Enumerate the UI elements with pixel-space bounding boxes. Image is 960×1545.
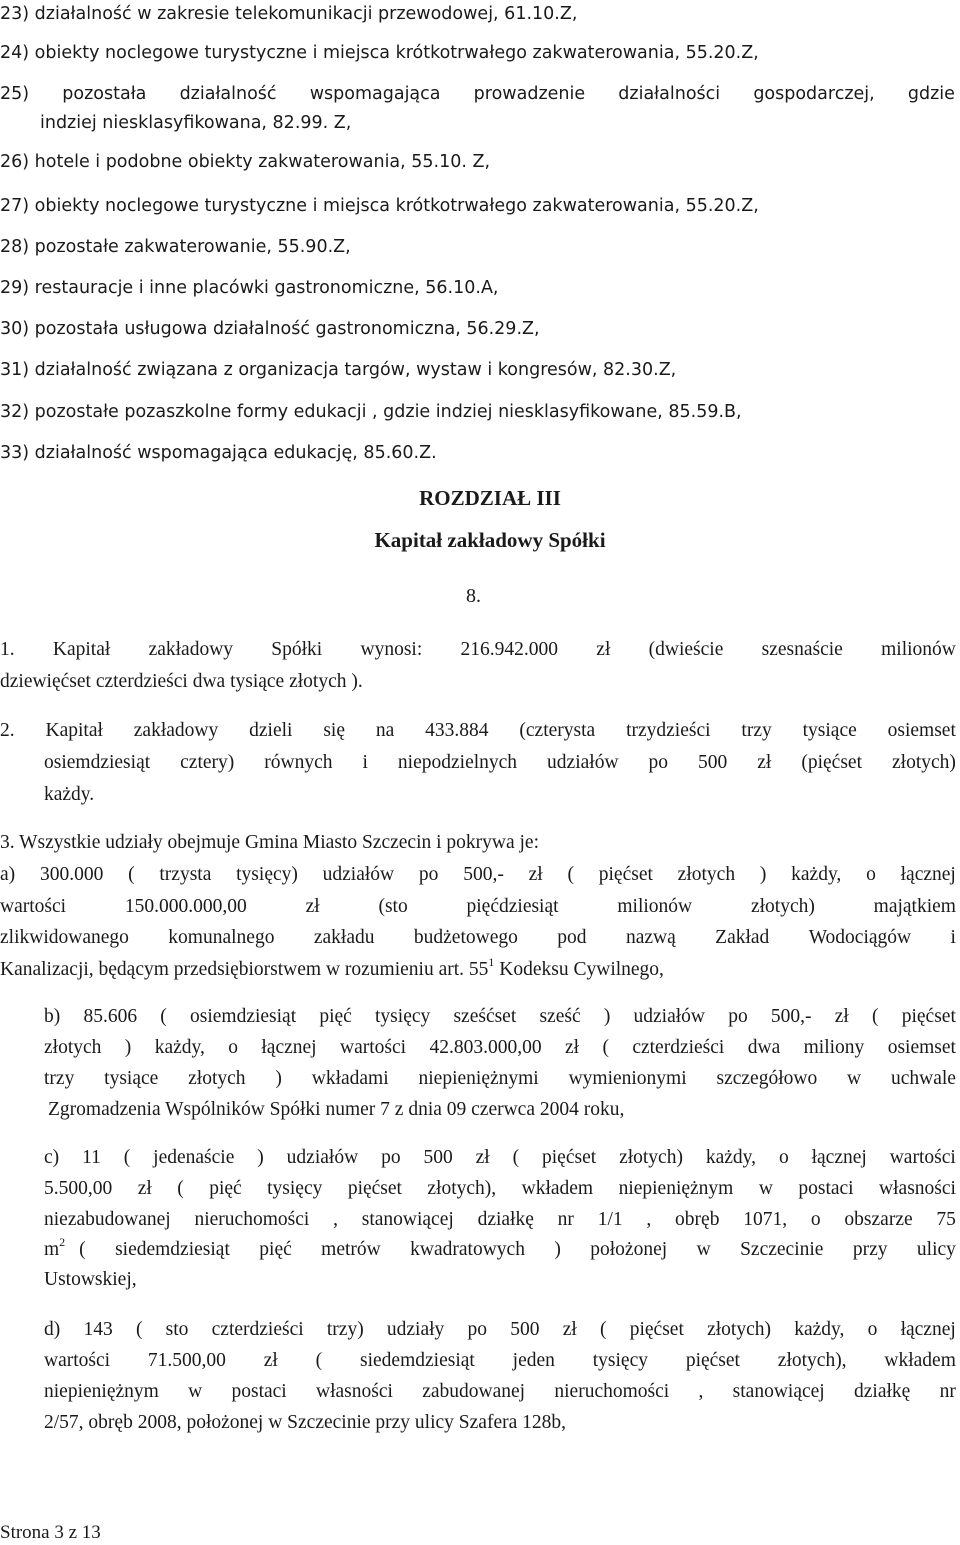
word: pozostała (62, 84, 147, 104)
word: trzysta (159, 864, 212, 885)
item-b-line3 (44, 1067, 956, 1091)
list-item-23: 23) działalność w zakresie telekomunikacji przewodowej, 61.10.Z, (0, 4, 578, 24)
word: pięćset (685, 1350, 740, 1371)
word: osiemset (887, 720, 956, 741)
word: w (696, 1239, 711, 1260)
word: udziałów (322, 864, 395, 885)
word: majątkiem (873, 896, 956, 917)
word: działalności (618, 84, 721, 104)
word: pięćset (598, 864, 653, 885)
word: się (323, 720, 345, 741)
section-number: 8. (466, 585, 481, 607)
word: tysięcy (592, 1350, 648, 1371)
word: złotych (677, 864, 736, 885)
word: wartości (340, 1037, 407, 1058)
paragraph-1-line1 (0, 638, 956, 662)
word: niepieniężnym (618, 1178, 734, 1199)
word: (czterysta (519, 720, 596, 741)
word: łącznej (900, 1319, 956, 1340)
item-a-line2 (0, 895, 956, 919)
word: wkładami (311, 1068, 389, 1089)
word: ( (160, 1006, 167, 1027)
word: 85.606 (83, 1006, 138, 1027)
word: udziałów (286, 1147, 359, 1168)
word: 500,- (770, 1006, 812, 1027)
word: Kapitał (45, 720, 103, 741)
word: 42.803.000,00 (429, 1037, 542, 1058)
word: 1071, (743, 1209, 788, 1230)
word: udziałów (633, 1006, 706, 1027)
word: zł (528, 864, 543, 885)
word: wspomagająca (309, 84, 441, 104)
item-a-line4-text-end: Kodeksu Cywilnego, (494, 959, 664, 980)
word: trzy (741, 720, 772, 741)
word: nazwą (625, 927, 676, 948)
item-b-line1 (44, 1005, 956, 1029)
word: zabudowanej (422, 1381, 526, 1402)
word: obręb (675, 1209, 720, 1230)
word: sześć (539, 1006, 581, 1027)
word: zł (562, 1319, 577, 1340)
word: budżetowego (413, 927, 518, 948)
word: ) (275, 1068, 282, 1089)
word: zł (564, 1037, 580, 1058)
chapter-subtitle: Kapitał zakładowy Spółki (374, 528, 606, 552)
word: pięćset (347, 1178, 402, 1199)
word: na (375, 720, 395, 741)
word: złotych) (619, 1147, 683, 1168)
word: 75 (936, 1209, 956, 1230)
word: gospodarczej, (753, 84, 875, 104)
word: (dwieście (648, 639, 724, 660)
word: zł (596, 639, 611, 660)
item-c-line2 (44, 1177, 956, 1201)
word: sześćset (453, 1006, 517, 1027)
list-item-28: 28) pozostałe zakwaterowanie, 55.90.Z, (0, 237, 351, 257)
word: jedenaście (153, 1147, 235, 1168)
word: milionów (617, 896, 693, 917)
list-item-29: 29) restauracje i inne placówki gastronomiczne, 56.10.A, (0, 278, 499, 298)
word: zł (305, 896, 320, 917)
word: ( (872, 1006, 879, 1027)
word: stanowiącej (732, 1381, 825, 1402)
word: zł (475, 1147, 490, 1168)
word: pięć (209, 1178, 242, 1199)
word: ( (128, 864, 135, 885)
list-item-26: 26) hotele i podobne obiekty zakwaterowania, 55.10. Z, (0, 152, 491, 172)
word: 2. (0, 720, 15, 741)
paragraph-2-line2 (44, 751, 956, 775)
word: komunalnego (168, 927, 275, 948)
word: łącznej (900, 864, 956, 885)
word: pod (557, 927, 587, 948)
word: ( (315, 1350, 323, 1371)
word: ( (567, 864, 574, 885)
word: trzydzieści (626, 720, 711, 741)
item-d-line2 (44, 1349, 956, 1373)
word: tysięcy (267, 1178, 323, 1199)
word: wartości (0, 896, 67, 917)
list-item-30: 30) pozostała usługowa działalność gastronomiczna, 56.29.Z, (0, 319, 540, 339)
word: 150.000.000,00 (124, 896, 247, 917)
word: ( (79, 1239, 86, 1260)
word: po (381, 1147, 401, 1168)
word: łącznej (811, 1147, 867, 1168)
item-d-line3 (44, 1380, 956, 1404)
word: równych (264, 752, 333, 773)
word: każdy, (154, 1037, 205, 1058)
word: każdy, (794, 1319, 845, 1340)
word: (sto (378, 896, 408, 917)
item-a-line3 (0, 926, 956, 950)
word: kwadratowych (410, 1239, 525, 1260)
word: niepodzielnych (397, 752, 518, 773)
word: pięćset (901, 1006, 956, 1027)
word: siedemdziesiąt (115, 1239, 230, 1260)
word: , (698, 1381, 704, 1402)
word: zł (757, 752, 772, 773)
word: Spółki (271, 639, 323, 660)
word: osiemset (887, 1037, 956, 1058)
word: pięćset (629, 1319, 684, 1340)
word: ( (600, 1319, 607, 1340)
unit-m: m (44, 1239, 60, 1260)
word: w (847, 1068, 862, 1089)
word: 1/1 (597, 1209, 623, 1230)
item-d-line4: 2/57, obręb 2008, położonej w Szczecinie przy ulicy Szafera 128b, (44, 1412, 566, 1433)
word: Kapitał (52, 639, 111, 660)
word: działkę (854, 1381, 911, 1402)
item-c-line3 (44, 1208, 956, 1232)
word: niepieniężnym (44, 1381, 159, 1402)
item-c-line4 (44, 1235, 956, 1262)
list-item-25-line2: indziej niesklasyfikowana, 82.99. Z, (40, 113, 352, 133)
word: c) (44, 1147, 60, 1168)
word: trzy) (326, 1319, 364, 1340)
word: po (728, 1006, 748, 1027)
word: złotych) (707, 1319, 771, 1340)
word: ( (135, 1319, 143, 1340)
word: szesnaście (761, 639, 843, 660)
word: przy (852, 1239, 888, 1260)
word: stanowiącej (361, 1209, 454, 1230)
word: ) (124, 1037, 132, 1058)
word: o (778, 1147, 789, 1168)
word: osiemdziesiąt (44, 752, 151, 773)
list-item-27: 27) obiekty noclegowe turystyczne i miejsca krótkotrwałego zakwaterowania, 55.20.Z, (0, 196, 759, 216)
word: osiemdziesiąt (189, 1006, 297, 1027)
word: o (228, 1037, 238, 1058)
word: , (646, 1209, 652, 1230)
word: nr (557, 1209, 574, 1230)
word: działalność (179, 84, 277, 104)
word: niepieniężnymi (418, 1068, 539, 1089)
word: ) (554, 1239, 561, 1260)
word: wymienionymi (568, 1068, 687, 1089)
word: tysiące (104, 1068, 159, 1089)
word: 143 (83, 1319, 113, 1340)
word: o (866, 864, 876, 885)
word: ( (602, 1037, 609, 1058)
word: 500,- (463, 864, 504, 885)
list-item-31: 31) działalność związana z organizacja targów, wystaw i kongresów, 82.30.Z, (0, 360, 677, 380)
superscript: 1 (488, 955, 495, 969)
word: tysięcy) (236, 864, 298, 885)
word: po (467, 1319, 488, 1340)
word: łącznej (261, 1037, 317, 1058)
word: złotych (44, 1037, 102, 1058)
word: i (950, 927, 956, 948)
word: 1. (0, 639, 15, 660)
list-item-25-line1 (0, 82, 955, 106)
word: zł (263, 1350, 278, 1371)
word: w (188, 1381, 203, 1402)
word: 5.500,00 (44, 1178, 113, 1199)
word: ulicy (916, 1239, 956, 1260)
word: milionów (881, 639, 956, 660)
word: czterdzieści (632, 1037, 725, 1058)
word: złotych), (427, 1178, 497, 1199)
word: złotych) (750, 896, 815, 917)
word: siedemdziesiąt (360, 1350, 475, 1371)
word: jeden (512, 1350, 555, 1371)
word: miliony (803, 1037, 865, 1058)
word: Zakład (715, 927, 770, 948)
word: o (867, 1319, 878, 1340)
word: każdy, (791, 864, 842, 885)
word: , (333, 1209, 338, 1230)
word: dzieli (249, 720, 293, 741)
word: nieruchomości (554, 1381, 670, 1402)
item-a-line1 (0, 863, 956, 887)
word: pięćset (542, 1147, 597, 1168)
word: dwa (747, 1037, 781, 1058)
word: postaci (231, 1381, 287, 1402)
item-a-line4 (0, 955, 664, 982)
word: własności (879, 1178, 956, 1199)
list-item-33: 33) działalność wspomagająca edukację, 85.60.Z. (0, 443, 437, 463)
word: zł (137, 1178, 152, 1199)
word: udziałów (547, 752, 619, 773)
word: zakładowy (148, 639, 234, 660)
word: wartości (44, 1350, 111, 1371)
word: własności (316, 1381, 393, 1402)
word: 500 (423, 1147, 453, 1168)
word: pięć (259, 1239, 292, 1260)
word: wkładem (884, 1350, 956, 1371)
paragraph-1-line2: dziewięćset czterdzieści dwa tysiące złotych ). (0, 671, 363, 692)
word: 11 (82, 1147, 101, 1168)
word: ) (759, 864, 767, 885)
word: cztery) (180, 752, 235, 773)
word: zł (834, 1006, 849, 1027)
superscript: 2 (59, 1235, 66, 1249)
word: szczegółowo (716, 1068, 818, 1089)
paragraph-2-line1 (0, 719, 956, 743)
word: 300.000 (39, 864, 104, 885)
word: każdy, (705, 1147, 757, 1168)
item-a-line4-text: Kanalizacji, będącym przedsiębiorstwem w rozumieniu art. 55 (0, 959, 489, 980)
chapter-title: ROZDZIAŁ III (419, 486, 561, 510)
word: b) (44, 1006, 61, 1027)
word: a) (0, 864, 16, 885)
word: sto (165, 1319, 189, 1340)
word: ( (123, 1147, 131, 1168)
item-d-line1 (44, 1318, 956, 1342)
word: prowadzenie (473, 84, 586, 104)
word: 71.500,00 (147, 1350, 226, 1371)
word: w (758, 1178, 773, 1199)
word: 25) (0, 84, 30, 104)
word: 500 (510, 1319, 540, 1340)
word: czterdzieści (211, 1319, 304, 1340)
word: Wodociągów (808, 927, 912, 948)
item-b-line4: Zgromadzenia Wspólników Spółki numer 7 z dnia 09 czerwca 2004 roku, (48, 1099, 625, 1120)
word: wartości (889, 1147, 956, 1168)
word: uchwale (890, 1068, 956, 1089)
word: ( (177, 1178, 184, 1199)
paragraph-2-line3: każdy. (44, 784, 95, 805)
word: 500 (698, 752, 728, 773)
item-c-line4-m (44, 1235, 66, 1262)
word: Szczecinie (740, 1239, 824, 1260)
word: 216.942.000 (460, 639, 559, 660)
word: złotych) (892, 752, 956, 773)
word: zakładu (313, 927, 375, 948)
word: złotych (188, 1068, 246, 1089)
word: zlikwidowanego (0, 927, 129, 948)
word: udziały (386, 1319, 445, 1340)
word: niezabudowanej (44, 1209, 171, 1230)
word: gdzie (907, 84, 955, 104)
word: nr (939, 1381, 956, 1402)
word: złotych), (777, 1350, 847, 1371)
word: obszarze (844, 1209, 913, 1230)
word: i (362, 752, 368, 773)
word: pięćdziesiąt (466, 896, 559, 917)
word: po (648, 752, 669, 773)
item-c-line1 (44, 1146, 956, 1170)
word: metrów (321, 1239, 381, 1260)
list-item-24: 24) obiekty noclegowe turystyczne i miejsca krótkotrwałego zakwaterowania, 55.20.Z, (0, 43, 759, 63)
word: położonej (590, 1239, 668, 1260)
item-c-line5: Ustowskiej, (44, 1269, 137, 1290)
word: działkę (477, 1209, 534, 1230)
word: tysięcy (375, 1006, 431, 1027)
word: 433.884 (425, 720, 489, 741)
word: ) (603, 1006, 611, 1027)
word: trzy (44, 1068, 75, 1089)
word: zakładowy (133, 720, 219, 741)
word: postaci (798, 1178, 854, 1199)
word: ) (257, 1147, 264, 1168)
item-c-line4-words (79, 1238, 956, 1262)
word: po (418, 864, 439, 885)
word: wkładem (521, 1178, 594, 1199)
word: d) (44, 1319, 61, 1340)
word: ( (512, 1147, 520, 1168)
paragraph-3-intro: 3. Wszystkie udziały obejmuje Gmina Miasto Szczecin i pokrywa je: (0, 832, 540, 853)
page-footer: Strona 3 z 13 (0, 1522, 101, 1543)
word: (pięćset (801, 752, 862, 773)
word: pięć (319, 1006, 352, 1027)
word: wynosi: (360, 639, 423, 660)
word: nieruchomości (194, 1209, 310, 1230)
item-b-line2 (44, 1036, 956, 1060)
word: tysiące (802, 720, 857, 741)
list-item-32: 32) pozostałe pozaszkolne formy edukacji , gdzie indziej niesklasyfikowane, 85.59.B, (0, 402, 742, 422)
word: o (810, 1209, 821, 1230)
